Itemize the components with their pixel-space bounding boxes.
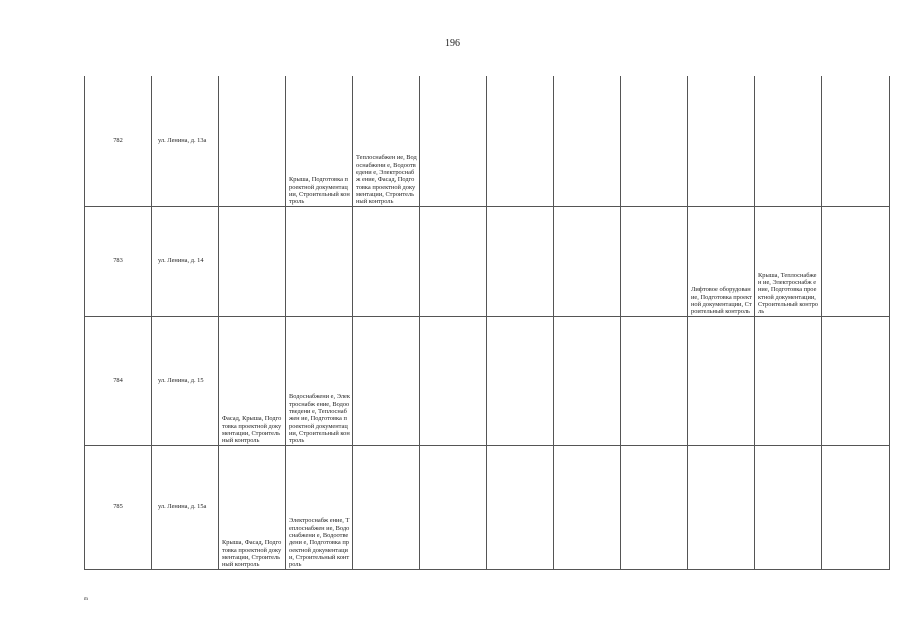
work-cell	[688, 445, 755, 569]
address-cell: ул. Ленина, д. 15	[152, 316, 219, 445]
work-cell: Электроснабж ение, Теплоснабжен ие, Водоснабжени е, Водоотведени е, Подготовка проектной документации, Строительный контроль	[286, 445, 353, 569]
work-cell: Теплоснабжен ие, Водоснабжени е, Водоотведени е, Электроснабж ение, Фасад, Подготовка проектной документации, Строительный контроль	[353, 76, 420, 206]
work-cell: Крыша, Фасад, Подготовка проектной документации, Строительный контроль	[219, 445, 286, 569]
work-cell	[420, 316, 487, 445]
row-number-cell: 785	[85, 445, 152, 569]
work-cell	[554, 445, 621, 569]
work-cell	[554, 206, 621, 316]
table-row	[85, 445, 890, 569]
work-cell	[554, 316, 621, 445]
row-number-cell: 782	[85, 76, 152, 206]
work-cell	[554, 76, 621, 206]
work-cell	[621, 76, 688, 206]
work-cell	[621, 206, 688, 316]
work-cell	[822, 206, 890, 316]
work-cell: Крыша, Теплоснабжен ие, Электроснабж ение, Подготовка проектной документации, Строительный контроль	[755, 206, 822, 316]
work-cell	[420, 445, 487, 569]
work-cell	[688, 316, 755, 445]
work-cell	[420, 76, 487, 206]
row-number-cell: 783	[85, 206, 152, 316]
work-cell	[755, 445, 822, 569]
address-cell: ул. Ленина, д. 15а	[152, 445, 219, 569]
work-cell	[487, 316, 554, 445]
table-row	[85, 76, 890, 206]
work-cell	[755, 76, 822, 206]
work-cell	[621, 316, 688, 445]
work-cell	[353, 206, 420, 316]
work-cell: Фасад, Крыша, Подготовка проектной документации, Строительный контроль	[219, 316, 286, 445]
work-cell	[353, 445, 420, 569]
work-cell	[822, 445, 890, 569]
work-cell	[755, 316, 822, 445]
works-table-wrapper	[84, 76, 890, 570]
work-cell	[688, 76, 755, 206]
work-cell	[621, 445, 688, 569]
work-cell	[286, 206, 353, 316]
work-cell	[822, 316, 890, 445]
footer-mark: m	[84, 597, 88, 602]
work-cell	[219, 206, 286, 316]
work-cell	[487, 206, 554, 316]
work-cell	[822, 76, 890, 206]
work-cell	[219, 76, 286, 206]
work-cell: Водоснабжени е, Электроснабж ение, Водоотведени е, Теплоснабжен ие, Подготовка проектной документации, Строительный контроль	[286, 316, 353, 445]
address-cell: ул. Ленина, д. 13а	[152, 76, 219, 206]
page-number: 196	[445, 38, 460, 49]
work-cell	[353, 316, 420, 445]
work-cell: Лифтовое оборудование, Подготовка проектной документации, Строительный контроль	[688, 206, 755, 316]
row-number-cell: 784	[85, 316, 152, 445]
work-cell	[487, 76, 554, 206]
table-row	[85, 206, 890, 316]
table-row	[85, 316, 890, 445]
work-cell	[420, 206, 487, 316]
address-cell: ул. Ленина, д. 14	[152, 206, 219, 316]
work-cell	[487, 445, 554, 569]
work-cell: Крыша, Подготовка проектной документации, Строительный контроль	[286, 76, 353, 206]
works-table	[84, 76, 890, 570]
